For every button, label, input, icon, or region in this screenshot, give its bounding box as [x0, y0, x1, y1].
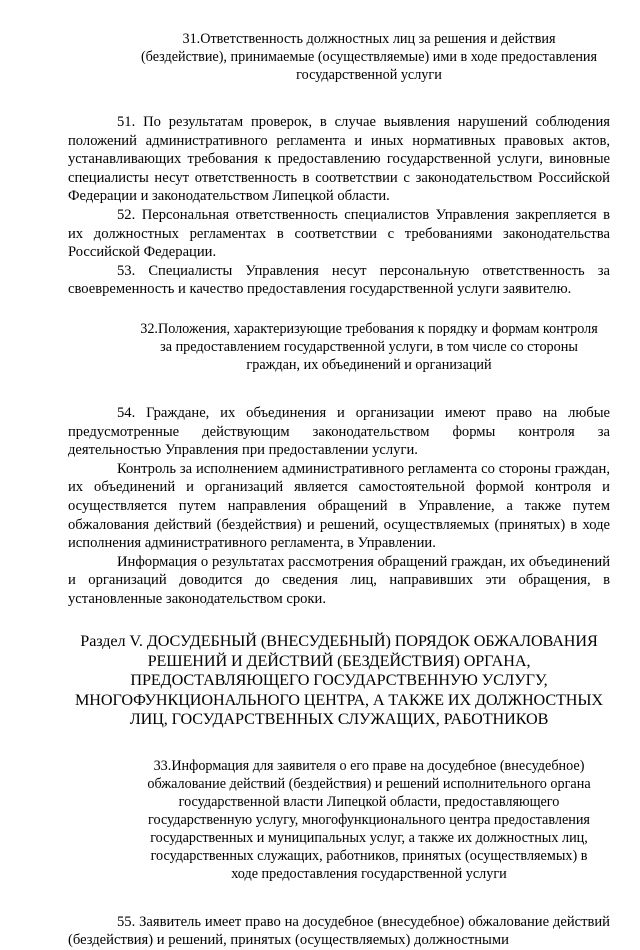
paragraph-54-control: Контроль за исполнением административного регламента со стороны граждан, их объединений и организаций является самостоятельной формой контроля и осуществляется путем направления обращений в Управление, а также путем обжалования действий (бездействия) и решений, осуществляемых (принятых) в ходе исполнения административного регламента, в Управлении.: [68, 460, 610, 552]
paragraph-51: 51. По результатам проверок, в случае выявления нарушений соблюдения положений административного регламента и иных нормативных правовых актов, устанавливающих требования к предоставлению государственной услуги, виновные специалисты несут ответственность в соответствии с законодательством Российской Федерации и законодательством Липецкой области.: [68, 114, 610, 205]
heading-31: 31.Ответственность должностных лиц за решения и действия (бездействие), принимаемые (осуществляемые) ими в ходе предоставления государственной услуги: [140, 31, 598, 83]
paragraph-52: 52. Персональная ответственность специалистов Управления закрепляется в их должностных регламентах в соответствии с требованиями законодательства Российской Федерации.: [68, 206, 610, 261]
paragraph-53: 53. Специалисты Управления несут персональную ответственность за своевременность и качество предоставления государственной услуги заявителю.: [68, 262, 610, 298]
paragraph-54: 54. Граждане, их объединения и организации имеют право на любые предусмотренные действующим законодательством формы контроля за деятельностью Управления при предоставлении услуги.: [68, 404, 610, 459]
paragraph-55: 55. Заявитель имеет право на досудебное (внесудебное) обжалование действий (бездействия) и решений, принятых (осуществляемых) должностными: [68, 913, 610, 949]
heading-33: 33.Информация для заявителя о его праве на досудебное (внесудебное) обжалование действий (бездействия) и решений исполнительного органа государственной власти Липецкой области, предоставляющего государственную услугу, многофункционального центра предоставления государственных и муниципальных услуг, а также их должностных лиц, государственных служащих, работников, принятых (осуществляемых) в ходе предоставления государственной услуги: [147, 757, 591, 882]
document-page: [68, 30, 610, 950]
heading-32: 32.Положения, характеризующие требования к порядку и формам контроля за предоставлением государственной услуги, в том числе со стороны граждан, их объединений и организаций: [140, 320, 598, 373]
paragraph-54-information: Информация о результатах рассмотрения обращений граждан, их объединений и организаций доводится до сведения лиц, направивших эти обращения, в установленные законодательством сроки.: [68, 553, 610, 607]
section-title: Раздел V. ДОСУДЕБНЫЙ (ВНЕСУДЕБНЫЙ) ПОРЯДОК ОБЖАЛОВАНИЯ РЕШЕНИЙ И ДЕЙСТВИЙ (БЕЗДЕЙСТВИЯ) ОРГАНА, ПРЕДОСТАВЛЯЮЩЕГО ГОСУДАРСТВЕННУЮ УСЛУГУ, МНОГОФУНКЦИОНАЛЬНОГО ЦЕНТРА, А ТАКЖЕ ИХ ДОЛЖНОСТНЫХ ЛИЦ, ГОСУДАРСТВЕННЫХ СЛУЖАЩИХ, РАБОТНИКОВ: [74, 632, 604, 729]
